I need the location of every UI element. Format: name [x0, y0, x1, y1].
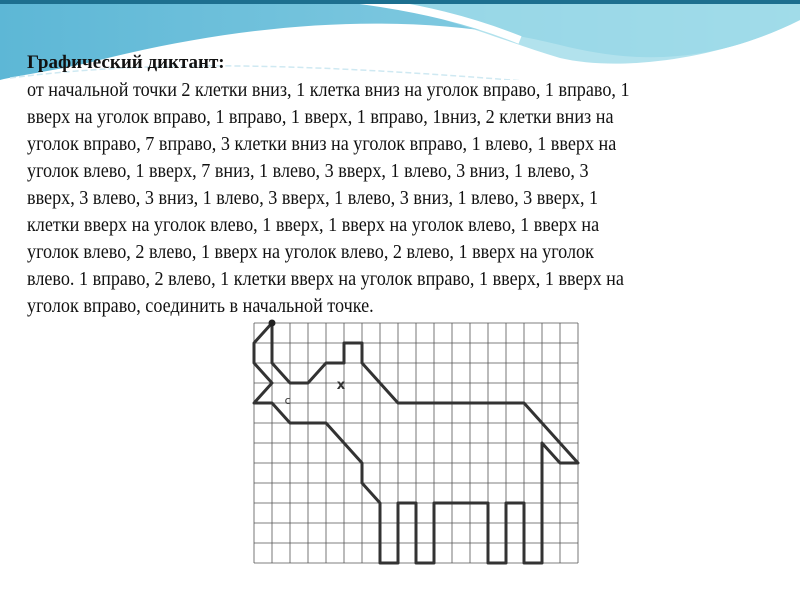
mark-x-label: x — [336, 378, 346, 393]
instruction-line: уголок вправо, соединить в начальной точке. — [27, 296, 374, 317]
instruction-line: уголок влево, 2 влево, 1 вверх на уголок влево, 2 влево, 1 вверх на уголок — [27, 242, 594, 263]
instruction-line: вверх, 3 влево, 3 вниз, 1 влево, 3 вверх, 1 влево, 3 вниз, 1 влево, 3 вверх, 1 — [27, 188, 599, 209]
grid-drawing-cow — [250, 318, 590, 573]
instruction-line: вверх на уголок вправо, 1 вправо, 1 вверх, 1 вправо, 1вниз, 2 клетки вниз на — [27, 107, 614, 128]
start-point-dot — [269, 320, 276, 327]
slide-title: Графический диктант: — [27, 52, 225, 73]
instruction-line: уголок влево, 1 вверх, 7 вниз, 1 влево, 3 вверх, 1 влево, 3 вниз, 1 влево, 3 — [27, 161, 589, 182]
instruction-line: от начальной точки 2 клетки вниз, 1 клетка вниз на уголок вправо, 1 вправо, 1 — [27, 80, 630, 101]
eye-mark-label: c — [284, 394, 291, 407]
instruction-line: влево. 1 вправо, 2 влево, 1 клетки вверх на уголок вправо, 1 вверх, 1 вверх на — [27, 269, 624, 290]
instruction-line: уголок вправо, 7 вправо, 3 клетки вниз на уголок вправо, 1 влево, 1 вверх на — [27, 134, 617, 155]
dictation-instructions — [27, 77, 675, 320]
instruction-line: клетки вверх на уголок влево, 1 вверх, 1 вверх на уголок влево, 1 вверх на — [27, 215, 600, 236]
